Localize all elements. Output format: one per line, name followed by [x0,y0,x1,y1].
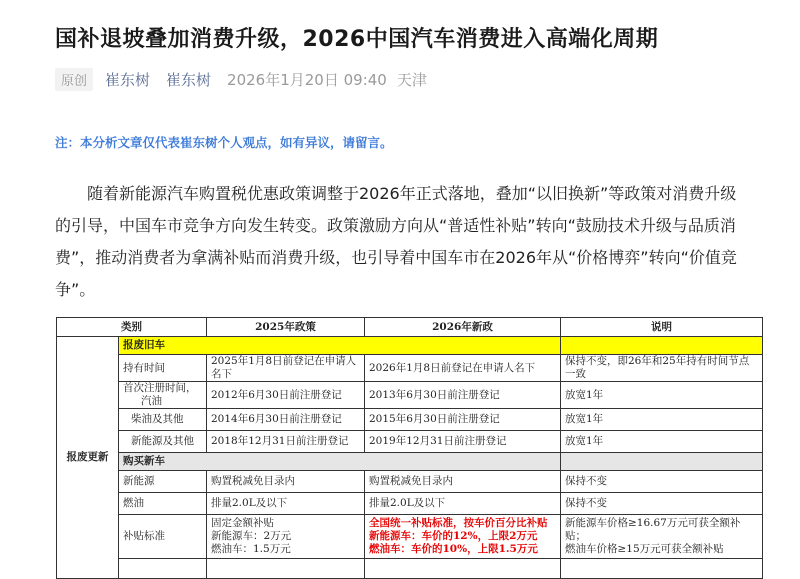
table-row: 新能源及其他 2018年12月31日前注册登记 2019年12月31日前注册登记 放宽1年 [57,431,763,453]
article-meta [55,68,427,91]
table-header-row [57,318,763,337]
section-row [57,453,763,471]
article-title: 国补退坡叠加消费升级，2026中国汽车消费进入高端化周期 [55,27,659,52]
disclaimer-note: 注：本分析文章仅代表崔东树个人观点，如有异议，请留言。 [55,135,393,150]
table-row: 新能源 购置税减免目录内 购置税减免目录内 保持不变 [57,471,763,493]
policy-table [56,317,763,579]
table-row: 补贴标准 固定金额补贴 新能源车：2万元 燃油车：1.5万元 全国统一补贴标准，按车价百分比补贴 新能源车：车价的12%，上限2万元 燃油车：车价的10%，上限1.5万元 新能源车价格≥16.67万元可获全额补贴； 燃油车价格≥15万元可获全额补贴 [57,515,763,559]
table-row [57,559,763,579]
intro-paragraph: 随着新能源汽车购置税优惠政策调整于2026年正式落地，叠加“以旧换新”等政策对消费升级的引导，中国车市竞争方向发生转变。政策激励方向从“普适性补贴”转向“鼓励技术升级与品质消费”，推动消费者为拿满补贴而消费升级，也引导着中国车市在2026年从“价格博弈”转向“价值竞争”。 [55,184,737,299]
header-2026: 2026年新政 [365,318,561,337]
section-row [57,337,763,355]
section-buy: 购买新车 [119,453,561,471]
group-label: 报废更新 [57,337,119,579]
header-2025: 2025年政策 [207,318,365,337]
table-row: 首次注册时间， 汽油 2012年6月30日前注册登记 2013年6月30日前注册登记 放宽1年 [57,382,763,409]
author-link[interactable]: 崔东树 [105,71,151,89]
header-category: 类别 [57,318,207,337]
publish-location: 天津 [396,71,427,89]
table-row: 持有时间 2025年1月8日前登记在申请人名下 2026年1月8日前登记在申请人名下 保持不变，即26年和25年持有时间节点一致 [57,355,763,382]
table-row: 柴油及其他 2014年6月30日前注册登记 2015年6月30日前注册登记 放宽1年 [57,409,763,431]
publish-date: 2026年1月20日 09:40 [227,71,387,89]
header-note: 说明 [561,318,763,337]
section-scrap: 报废旧车 [119,337,561,355]
original-badge: 原创 [55,68,93,91]
account-link[interactable]: 崔东树 [166,71,212,89]
table-row: 燃油 排量2.0L及以下 排量2.0L及以下 保持不变 [57,493,763,515]
